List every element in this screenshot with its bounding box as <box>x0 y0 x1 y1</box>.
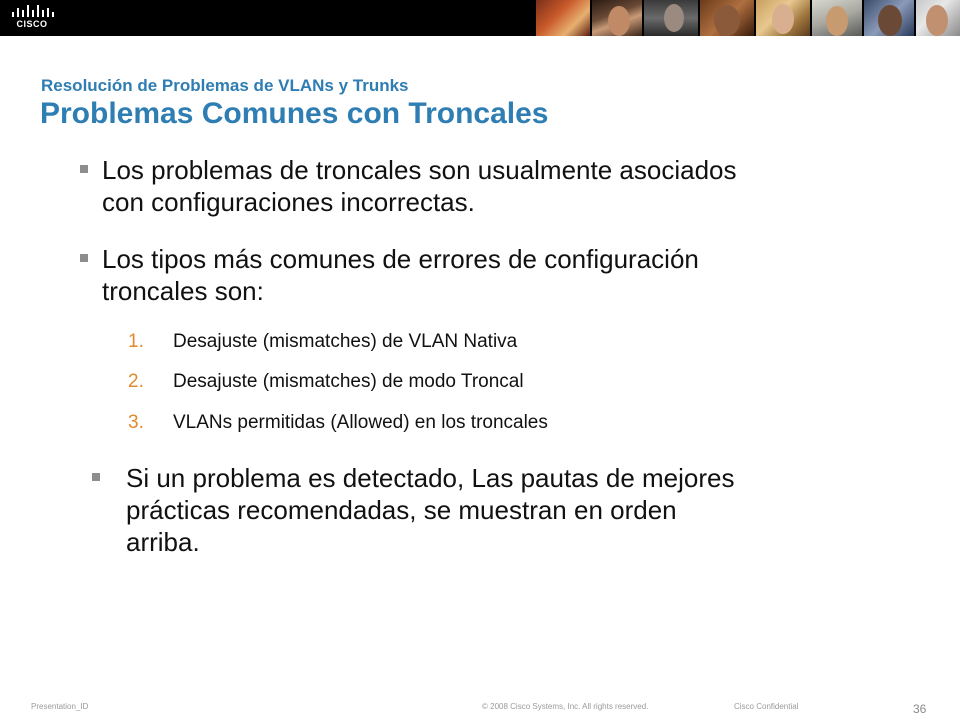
item-text: Desajuste (mismatches) de modo Troncal <box>173 371 524 392</box>
bullet-line: Si un problema es detectado, Las pautas de mejores <box>126 463 735 493</box>
portrait-photo <box>916 0 960 36</box>
item-text: VLANs permitidas (Allowed) en los troncales <box>173 412 548 433</box>
page-number: 36 <box>913 702 927 716</box>
bullet-text <box>126 462 735 558</box>
item-number: 2. <box>128 371 144 392</box>
square-bullet-icon <box>80 254 88 262</box>
square-bullet-icon <box>92 473 100 481</box>
portrait-photo <box>592 0 642 36</box>
bullet-line: arriba. <box>126 527 200 557</box>
bullet-item <box>80 154 880 220</box>
logo-wordmark: CISCO <box>16 19 48 29</box>
bullet-line: Los tipos más comunes de errores de configuración <box>102 244 699 274</box>
cisco-logo <box>10 4 60 32</box>
bullet-line: Los problemas de troncales son usualmente asociados <box>102 155 737 185</box>
portrait-photo <box>700 0 754 36</box>
portrait-photo <box>864 0 914 36</box>
bullet-line: troncales son: <box>102 276 264 306</box>
numbered-item <box>128 370 524 394</box>
footer-presentation-id: Presentation_ID <box>31 702 89 711</box>
footer-confidential: Cisco Confidential <box>734 702 799 711</box>
photo-strip <box>536 0 960 36</box>
item-number: 1. <box>128 331 144 352</box>
header-band <box>0 0 960 36</box>
portrait-photo <box>644 0 698 36</box>
bullet-line: prácticas recomendadas, se muestran en orden <box>126 495 677 525</box>
bullet-text <box>102 154 737 218</box>
item-text: Desajuste (mismatches) de VLAN Nativa <box>173 331 518 352</box>
numbered-item <box>128 330 517 354</box>
bullet-item <box>80 243 880 309</box>
slide-title: Problemas Comunes con Troncales <box>40 97 549 130</box>
bullet-item <box>92 462 912 564</box>
square-bullet-icon <box>80 165 88 173</box>
cisco-bars-icon <box>10 4 54 18</box>
portrait-photo <box>536 0 590 36</box>
footer-copyright: © 2008 Cisco Systems, Inc. All rights reserved. <box>482 702 649 711</box>
slide-subtitle: Resolución de Problemas de VLANs y Trunks <box>41 76 409 95</box>
portrait-photo <box>812 0 862 36</box>
numbered-item <box>128 411 548 435</box>
bullet-line: con configuraciones incorrectas. <box>102 187 475 217</box>
item-number: 3. <box>128 412 144 433</box>
bullet-text <box>102 243 699 307</box>
portrait-photo <box>756 0 810 36</box>
